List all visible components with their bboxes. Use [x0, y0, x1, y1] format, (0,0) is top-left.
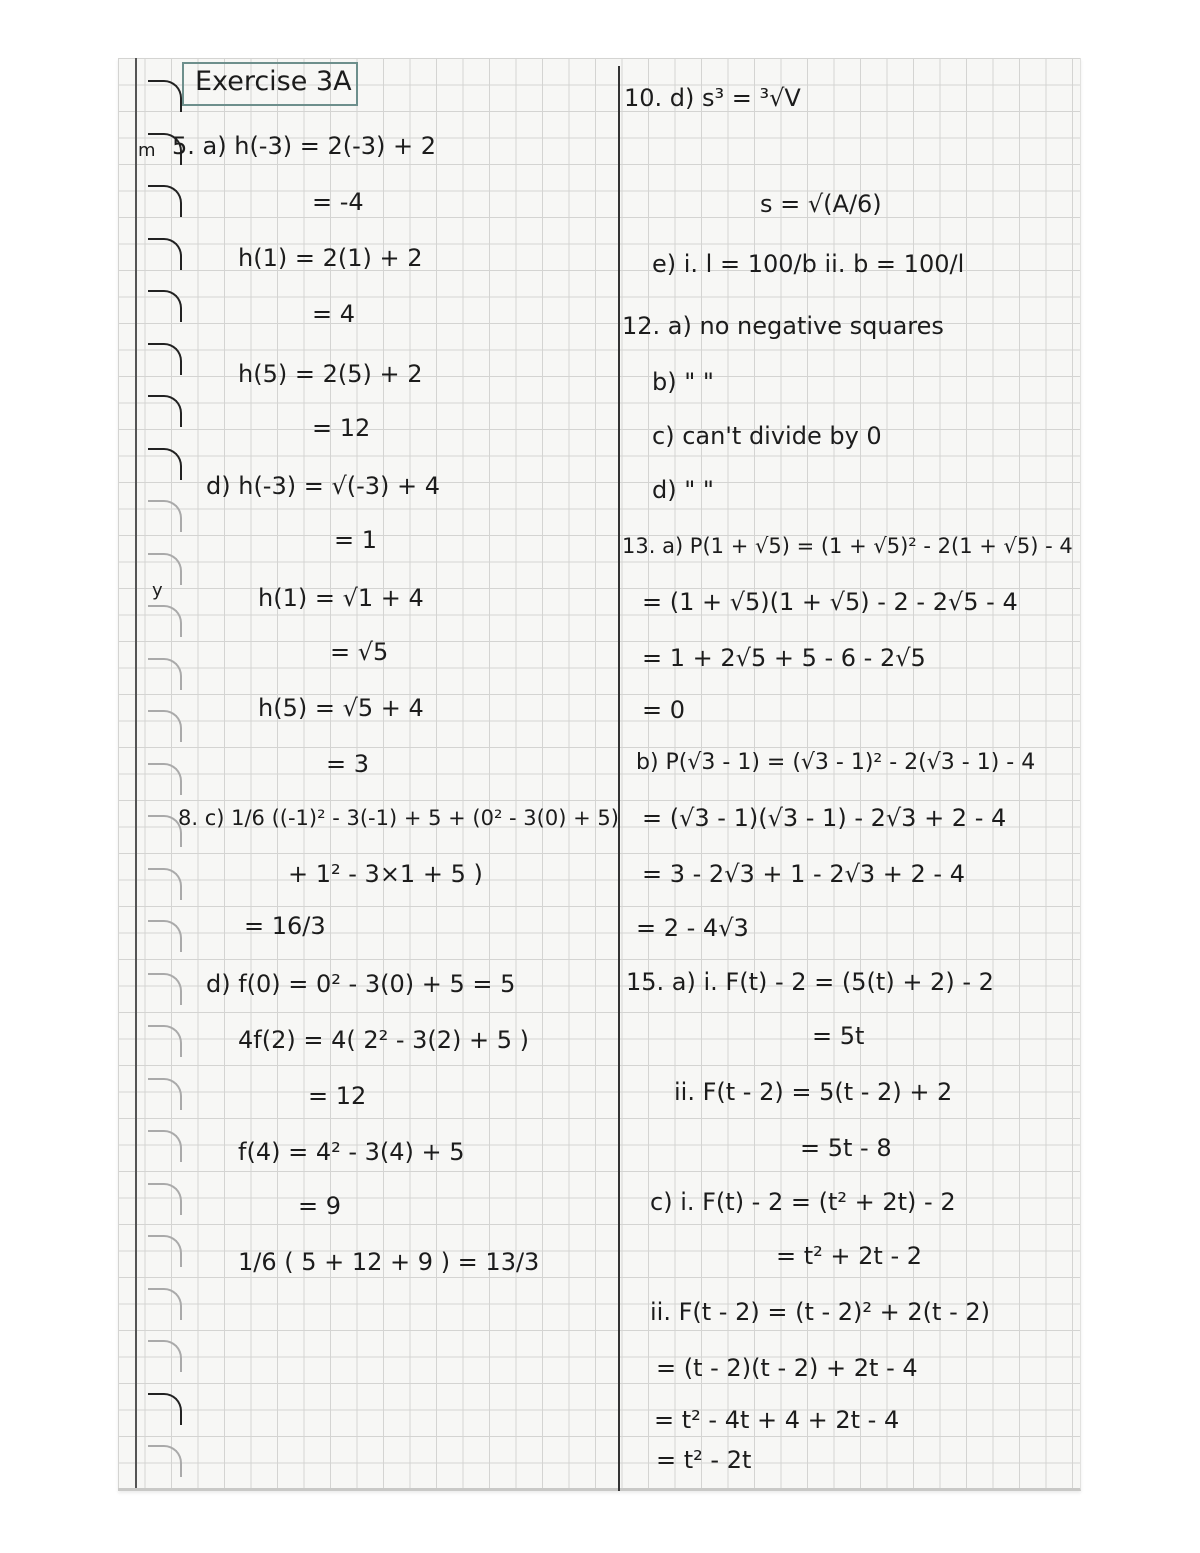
- right-line: = 3 - 2√3 + 1 - 2√3 + 2 - 4: [642, 860, 965, 888]
- binding-ring: [148, 80, 182, 112]
- right-line: c) i. F(t) - 2 = (t² + 2t) - 2: [650, 1188, 956, 1216]
- binding-ring: [148, 710, 182, 742]
- left-line: = 3: [326, 750, 370, 778]
- binding-ring: [148, 1445, 182, 1477]
- left-line: 8. c) 1/6 ((-1)² - 3(-1) + 5 + (0² - 3(0) + 5): [178, 806, 619, 830]
- page-binding-line: [135, 58, 137, 1488]
- left-line: 5. a) h(-3) = 2(-3) + 2: [172, 132, 437, 160]
- right-line: 13. a) P(1 + √5) = (1 + √5)² - 2(1 + √5) - 4: [622, 534, 1073, 558]
- right-line: 10. d) s³ = ³√V: [624, 84, 801, 112]
- binding-ring: [148, 1235, 182, 1267]
- right-line: s = √(A/6): [760, 190, 882, 218]
- right-line: = 5t: [812, 1022, 865, 1050]
- binding-ring: [148, 1130, 182, 1162]
- left-line: h(5) = 2(5) + 2: [238, 360, 423, 388]
- right-line: = 1 + 2√5 + 5 - 6 - 2√5: [642, 644, 926, 672]
- binding-ring: [148, 1340, 182, 1372]
- right-line: = (t - 2)(t - 2) + 2t - 4: [656, 1354, 918, 1382]
- right-line: b) P(√3 - 1) = (√3 - 1)² - 2(√3 - 1) - 4: [636, 750, 1036, 775]
- column-divider: [618, 66, 620, 1491]
- left-line: d) h(-3) = √(-3) + 4: [206, 472, 441, 500]
- margin-mark: y: [152, 580, 163, 601]
- right-line: b) " ": [652, 368, 714, 396]
- right-line: = (1 + √5)(1 + √5) - 2 - 2√5 - 4: [642, 588, 1018, 616]
- right-line: = (√3 - 1)(√3 - 1) - 2√3 + 2 - 4: [642, 804, 1007, 832]
- left-line: = 16/3: [244, 912, 326, 940]
- right-line: d) " ": [652, 476, 714, 504]
- margin-mark: m: [138, 140, 156, 161]
- right-line: e) i. l = 100/b ii. b = 100/l: [652, 250, 965, 278]
- left-line: f(4) = 4² - 3(4) + 5: [238, 1138, 465, 1166]
- left-line: d) f(0) = 0² - 3(0) + 5 = 5: [206, 970, 516, 998]
- binding-ring: [148, 290, 182, 322]
- binding-ring: [148, 920, 182, 952]
- binding-ring: [148, 815, 182, 847]
- binding-ring: [148, 500, 182, 532]
- left-line: = √5: [330, 638, 389, 666]
- right-line: 15. a) i. F(t) - 2 = (5(t) + 2) - 2: [626, 968, 994, 996]
- left-line: 1/6 ( 5 + 12 + 9 ) = 13/3: [238, 1248, 540, 1276]
- left-line: h(5) = √5 + 4: [258, 694, 424, 722]
- binding-ring: [148, 185, 182, 217]
- right-line: c) can't divide by 0: [652, 422, 882, 450]
- right-line: = t² - 4t + 4 + 2t - 4: [654, 1406, 900, 1434]
- right-line: = 2 - 4√3: [636, 914, 749, 942]
- page-title: Exercise 3A: [195, 66, 352, 97]
- binding-ring: [148, 1025, 182, 1057]
- right-line: ii. F(t - 2) = (t - 2)² + 2(t - 2): [650, 1298, 990, 1326]
- left-line: = 1: [334, 526, 378, 554]
- right-line: = 5t - 8: [800, 1134, 892, 1162]
- right-line: ii. F(t - 2) = 5(t - 2) + 2: [674, 1078, 953, 1106]
- binding-ring: [148, 605, 182, 637]
- left-line: = 12: [312, 414, 371, 442]
- left-line: = -4: [312, 188, 364, 216]
- left-line: = 9: [298, 1192, 342, 1220]
- left-line: h(1) = √1 + 4: [258, 584, 424, 612]
- binding-ring: [148, 395, 182, 427]
- right-line: = 0: [642, 696, 686, 724]
- left-line: 4f(2) = 4( 2² - 3(2) + 5 ): [238, 1026, 530, 1054]
- left-line: = 12: [308, 1082, 367, 1110]
- right-line: = t² + 2t - 2: [776, 1242, 923, 1270]
- left-line: h(1) = 2(1) + 2: [238, 244, 423, 272]
- left-line: + 1² - 3×1 + 5 ): [288, 860, 483, 888]
- right-line: = t² - 2t: [656, 1446, 752, 1474]
- right-line: 12. a) no negative squares: [622, 312, 944, 340]
- left-line: = 4: [312, 300, 356, 328]
